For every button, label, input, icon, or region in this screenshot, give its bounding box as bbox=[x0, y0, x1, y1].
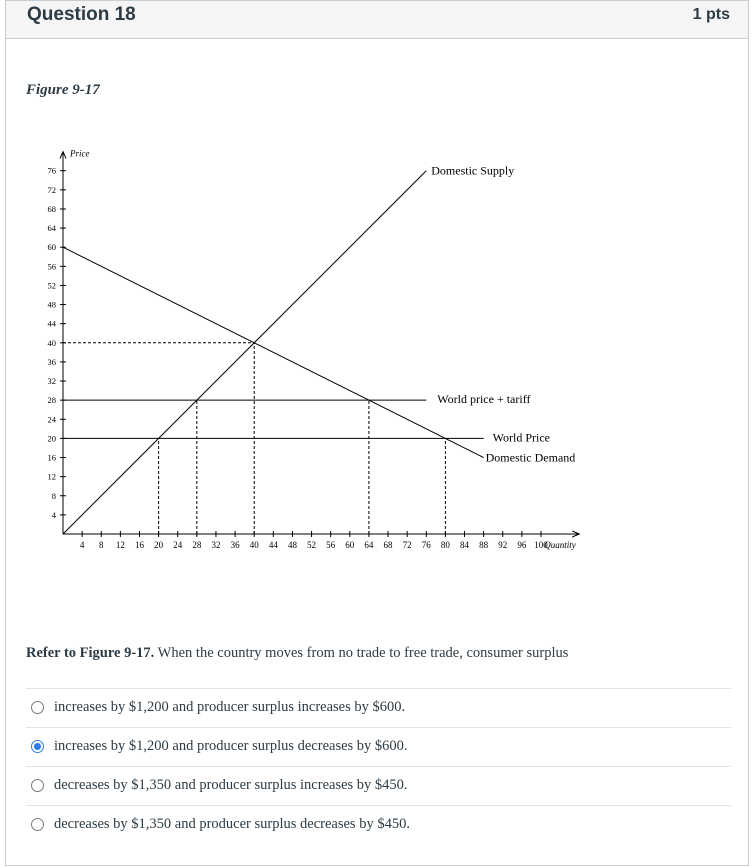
x-tick-label: 40 bbox=[249, 540, 259, 550]
x-tick-label: 96 bbox=[517, 540, 527, 550]
y-tick-label: 68 bbox=[47, 203, 56, 214]
radio-button[interactable] bbox=[31, 818, 44, 831]
radio-button[interactable] bbox=[31, 740, 44, 753]
answer-label: decreases by $1,350 and producer surplus decreases by $450. bbox=[54, 816, 410, 832]
question-title: Question 18 bbox=[27, 4, 136, 25]
x-axis-title: Quantity bbox=[544, 540, 576, 550]
answer-option[interactable] bbox=[26, 805, 731, 843]
price-line-label: World price + tariff bbox=[437, 392, 531, 407]
x-tick-label: 4 bbox=[79, 540, 85, 550]
y-tick-label: 72 bbox=[47, 184, 56, 195]
answer-option[interactable] bbox=[26, 688, 731, 726]
x-tick-label: 16 bbox=[134, 540, 144, 550]
answer-list bbox=[26, 688, 731, 844]
x-tick-label: 24 bbox=[173, 540, 183, 550]
x-tick-label: 12 bbox=[115, 540, 125, 550]
x-tick-label: 92 bbox=[498, 540, 508, 550]
prompt-text: When the country moves from no trade to free trade, consumer surplus bbox=[154, 645, 569, 661]
y-tick-label: 36 bbox=[47, 356, 56, 367]
answer-label: decreases by $1,350 and producer surplus increases by $450. bbox=[54, 777, 408, 793]
x-tick-label: 48 bbox=[287, 540, 297, 550]
answer-label: increases by $1,200 and producer surplus increases by $600. bbox=[54, 699, 406, 715]
y-tick-label: 20 bbox=[47, 433, 56, 444]
x-tick-label: 64 bbox=[364, 540, 374, 550]
radio-button[interactable] bbox=[31, 779, 44, 792]
answer-option[interactable] bbox=[26, 766, 731, 804]
y-axis-title: Price bbox=[70, 148, 90, 159]
x-tick-label: 100 bbox=[534, 540, 548, 550]
y-tick-label: 56 bbox=[47, 261, 56, 272]
y-tick-label: 4 bbox=[51, 509, 56, 520]
y-tick-label: 16 bbox=[47, 452, 56, 463]
x-tick-label: 28 bbox=[192, 540, 202, 550]
radio-button[interactable] bbox=[31, 701, 44, 714]
x-tick-label: 72 bbox=[402, 540, 412, 550]
x-tick-label: 20 bbox=[154, 540, 164, 550]
x-tick-label: 60 bbox=[345, 540, 355, 550]
question-points: 1 pts bbox=[692, 6, 730, 23]
question-prompt bbox=[26, 645, 568, 662]
answer-label: increases by $1,200 and producer surplus decreases by $600. bbox=[54, 738, 408, 754]
y-tick-label: 8 bbox=[51, 490, 56, 501]
supply-line bbox=[63, 171, 426, 534]
y-tick-label: 44 bbox=[47, 318, 56, 329]
x-tick-label: 8 bbox=[98, 540, 104, 550]
x-tick-label: 88 bbox=[479, 540, 489, 550]
demand-line bbox=[63, 247, 484, 457]
x-tick-label: 80 bbox=[440, 540, 450, 550]
y-tick-label: 24 bbox=[47, 414, 56, 425]
x-tick-label: 76 bbox=[421, 540, 431, 550]
x-tick-label: 68 bbox=[383, 540, 393, 550]
answer-option[interactable] bbox=[26, 727, 731, 765]
price-line-label: World Price bbox=[492, 430, 550, 445]
y-tick-label: 12 bbox=[47, 471, 56, 482]
y-tick-label: 76 bbox=[47, 165, 56, 176]
prompt-reference: Refer to Figure 9-17. bbox=[26, 645, 155, 661]
x-tick-label: 52 bbox=[307, 540, 317, 550]
x-tick-label: 32 bbox=[211, 540, 221, 550]
y-tick-label: 32 bbox=[47, 376, 56, 387]
x-tick-label: 36 bbox=[230, 540, 240, 550]
x-tick-label: 44 bbox=[268, 540, 278, 550]
y-tick-label: 40 bbox=[47, 337, 56, 348]
y-tick-label: 28 bbox=[47, 395, 56, 406]
y-tick-label: 60 bbox=[47, 242, 56, 253]
supply-label: Domestic Supply bbox=[431, 163, 515, 178]
figure-title: Figure 9-17 bbox=[26, 82, 100, 98]
x-tick-label: 84 bbox=[460, 540, 470, 550]
y-tick-label: 48 bbox=[47, 299, 56, 310]
y-tick-label: 64 bbox=[47, 223, 56, 234]
x-tick-label: 56 bbox=[326, 540, 336, 550]
y-tick-label: 52 bbox=[47, 280, 56, 291]
demand-label: Domestic Demand bbox=[485, 450, 576, 465]
